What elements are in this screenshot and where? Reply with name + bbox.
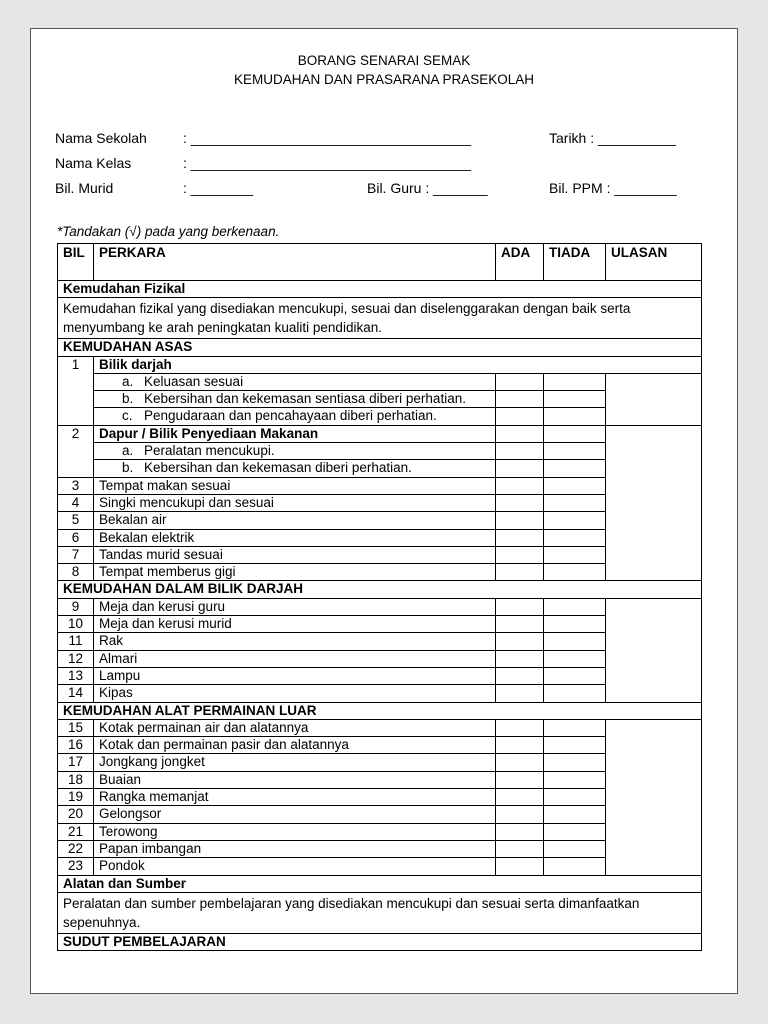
bil-murid-field[interactable]: : ________ xyxy=(183,180,254,196)
row-item: Terowong xyxy=(94,823,496,840)
table-row xyxy=(58,650,702,667)
row-number: 1 xyxy=(58,356,94,425)
tiada-checkbox[interactable] xyxy=(544,858,606,875)
alat-luar-section xyxy=(58,702,702,719)
tiada-checkbox[interactable] xyxy=(544,616,606,633)
row-number: 15 xyxy=(58,719,94,736)
table-row xyxy=(58,529,702,546)
sub-item-text: Kebersihan dan kekemasan sentiasa diberi perhatian. xyxy=(144,391,466,407)
row-number: 17 xyxy=(58,754,94,771)
tiada-checkbox[interactable] xyxy=(544,806,606,823)
row-item: Meja dan kerusi murid xyxy=(94,616,496,633)
row-item: Tandas murid sesuai xyxy=(94,546,496,563)
sub-item-text: Keluasan sesuai xyxy=(144,373,244,389)
row-item: Tempat makan sesuai xyxy=(94,477,496,494)
tiada-checkbox[interactable] xyxy=(544,373,606,390)
ada-checkbox[interactable] xyxy=(496,737,544,754)
row-number: 19 xyxy=(58,789,94,806)
table-row xyxy=(58,737,702,754)
sub-item xyxy=(94,391,496,408)
form-page xyxy=(30,28,738,994)
table-row xyxy=(58,719,702,736)
row-number: 5 xyxy=(58,512,94,529)
nama-kelas-label: Nama Kelas xyxy=(55,155,132,171)
alatan-title xyxy=(58,875,702,892)
header-ulasan: ULASAN xyxy=(606,244,702,281)
form-title-line1: BORANG SENARAI SEMAK xyxy=(297,53,471,68)
ada-checkbox[interactable] xyxy=(496,616,544,633)
sub-item-label: a. xyxy=(122,373,134,389)
ada-checkbox[interactable] xyxy=(496,840,544,857)
row-number: 16 xyxy=(58,737,94,754)
tiada-checkbox[interactable] xyxy=(544,789,606,806)
tiada-checkbox[interactable] xyxy=(544,719,606,736)
row-number: 8 xyxy=(58,564,94,581)
tiada-checkbox[interactable] xyxy=(544,529,606,546)
tiada-checkbox[interactable] xyxy=(544,685,606,702)
sub-item-label: b. xyxy=(122,391,134,407)
sub-item-label: b. xyxy=(122,460,134,476)
subsection-title: Bilik darjah xyxy=(94,356,702,373)
row-number: 22 xyxy=(58,840,94,857)
table-header-row xyxy=(58,244,702,281)
sudut-section-cell: SUDUT PEMBELAJARAN xyxy=(58,933,702,950)
bil-murid-label: Bil. Murid xyxy=(55,180,114,196)
ada-checkbox[interactable] xyxy=(496,391,544,408)
row-item: Lampu xyxy=(94,667,496,684)
fizikal-desc-text: Kemudahan fizikal yang disediakan mencukupi, sesuai dan diselenggarakan dengan baik serta menyumbang ke arah peningkatan kualiti pendidikan. xyxy=(58,298,702,339)
sub-item-label: c. xyxy=(122,408,133,424)
tiada-checkbox[interactable] xyxy=(544,840,606,857)
row-item: Meja dan kerusi guru xyxy=(94,598,496,615)
row-number: 3 xyxy=(58,477,94,494)
ada-checkbox[interactable] xyxy=(496,460,544,477)
tiada-checkbox[interactable] xyxy=(544,650,606,667)
ada-checkbox[interactable] xyxy=(496,754,544,771)
tiada-checkbox[interactable] xyxy=(544,633,606,650)
ada-checkbox[interactable] xyxy=(496,564,544,581)
table-row xyxy=(58,460,702,477)
row-item: Kipas xyxy=(94,685,496,702)
alatan-title-cell: Alatan dan Sumber xyxy=(58,875,702,892)
form-title-line2: KEMUDAHAN DAN PRASARANA PRASEKOLAH xyxy=(233,72,535,87)
ulasan-field[interactable] xyxy=(606,373,702,425)
alatan-desc xyxy=(58,892,702,933)
fizikal-title-cell: Kemudahan Fizikal xyxy=(58,281,702,298)
table-row xyxy=(58,477,702,494)
header-perkara: PERKARA xyxy=(94,244,496,281)
ada-checkbox[interactable] xyxy=(496,512,544,529)
nama-kelas-field[interactable]: : ____________________________________ xyxy=(183,155,472,171)
ada-checkbox[interactable] xyxy=(496,425,544,442)
table-row xyxy=(58,443,702,460)
sub-item-text: Kebersihan dan kekemasan diberi perhatian. xyxy=(144,460,412,476)
row-number: 14 xyxy=(58,685,94,702)
ulasan-field[interactable] xyxy=(606,719,702,875)
table-row xyxy=(58,546,702,563)
row-number: 9 xyxy=(58,598,94,615)
subsection-title: Dapur / Bilik Penyediaan Makanan xyxy=(94,425,496,442)
tiada-checkbox[interactable] xyxy=(544,546,606,563)
row-number: 10 xyxy=(58,616,94,633)
row-number: 11 xyxy=(58,633,94,650)
ada-checkbox[interactable] xyxy=(496,823,544,840)
sub-item-text: Pengudaraan dan pencahayaan diberi perhatian. xyxy=(144,408,437,424)
row-item: Tempat memberus gigi xyxy=(94,564,496,581)
ada-checkbox[interactable] xyxy=(496,443,544,460)
row-item: Bekalan air xyxy=(94,512,496,529)
row-item: Rangka memanjat xyxy=(94,789,496,806)
row-number: 12 xyxy=(58,650,94,667)
header-tiada: TIADA xyxy=(544,244,606,281)
ada-checkbox[interactable] xyxy=(496,667,544,684)
tiada-checkbox[interactable] xyxy=(544,494,606,511)
fizikal-title xyxy=(58,281,702,298)
table-row xyxy=(58,494,702,511)
row-item: Pondok xyxy=(94,858,496,875)
alat-luar-section-cell: KEMUDAHAN ALAT PERMAINAN LUAR xyxy=(58,702,702,719)
row-number: 13 xyxy=(58,667,94,684)
row-number: 20 xyxy=(58,806,94,823)
table-row xyxy=(58,806,702,823)
table-row xyxy=(58,667,702,684)
tiada-checkbox[interactable] xyxy=(544,425,606,442)
sub-item xyxy=(94,373,496,390)
tiada-checkbox[interactable] xyxy=(544,443,606,460)
row-number: 4 xyxy=(58,494,94,511)
table-row xyxy=(58,771,702,788)
ada-checkbox[interactable] xyxy=(496,719,544,736)
table-row xyxy=(58,754,702,771)
header-ada: ADA xyxy=(496,244,544,281)
sub-item-label: a. xyxy=(122,443,134,459)
kemudahan-asas-section-cell: KEMUDAHAN ASAS xyxy=(58,339,702,356)
table-row xyxy=(58,512,702,529)
ada-checkbox[interactable] xyxy=(496,633,544,650)
dalam-bilik-section xyxy=(58,581,702,598)
dalam-bilik-section-cell: KEMUDAHAN DALAM BILIK DARJAH xyxy=(58,581,702,598)
ada-checkbox[interactable] xyxy=(496,477,544,494)
ada-checkbox[interactable] xyxy=(496,685,544,702)
tiada-checkbox[interactable] xyxy=(544,477,606,494)
sub-item xyxy=(94,443,496,460)
table-row xyxy=(58,840,702,857)
row-number: 7 xyxy=(58,546,94,563)
tiada-checkbox[interactable] xyxy=(544,391,606,408)
table-row xyxy=(58,373,702,390)
fizikal-desc xyxy=(58,298,702,339)
table-row xyxy=(58,564,702,581)
row-item: Gelongsor xyxy=(94,806,496,823)
ada-checkbox[interactable] xyxy=(496,650,544,667)
row-item: Singki mencukupi dan sesuai xyxy=(94,494,496,511)
tiada-checkbox[interactable] xyxy=(544,408,606,425)
ada-checkbox[interactable] xyxy=(496,408,544,425)
table-row xyxy=(58,823,702,840)
tiada-checkbox[interactable] xyxy=(544,737,606,754)
nama-sekolah-field[interactable]: : ____________________________________ xyxy=(183,130,472,146)
row-item: Papan imbangan xyxy=(94,840,496,857)
sub-item xyxy=(94,460,496,477)
sudut-section xyxy=(58,933,702,950)
table-row xyxy=(58,858,702,875)
kemudahan-asas-section xyxy=(58,339,702,356)
table-row xyxy=(58,685,702,702)
tiada-checkbox[interactable] xyxy=(544,460,606,477)
nama-sekolah-label: Nama Sekolah xyxy=(55,130,147,146)
tiada-checkbox[interactable] xyxy=(544,564,606,581)
row-item: Jongkang jongket xyxy=(94,754,496,771)
checklist-table xyxy=(57,243,702,951)
tiada-checkbox[interactable] xyxy=(544,667,606,684)
ada-checkbox[interactable] xyxy=(496,494,544,511)
tiada-checkbox[interactable] xyxy=(544,754,606,771)
ada-checkbox[interactable] xyxy=(496,373,544,390)
sub-item xyxy=(94,408,496,425)
row-item: Kotak dan permainan pasir dan alatannya xyxy=(94,737,496,754)
row-number: 2 xyxy=(58,425,94,477)
tiada-checkbox[interactable] xyxy=(544,512,606,529)
ulasan-field[interactable] xyxy=(606,598,702,702)
table-row xyxy=(58,633,702,650)
table-row xyxy=(58,425,702,442)
table-row xyxy=(58,789,702,806)
ada-checkbox[interactable] xyxy=(496,806,544,823)
bil-ppm-field[interactable]: Bil. PPM : ________ xyxy=(549,180,677,196)
table-row xyxy=(58,598,702,615)
ada-checkbox[interactable] xyxy=(496,858,544,875)
row-number: 6 xyxy=(58,529,94,546)
tiada-checkbox[interactable] xyxy=(544,823,606,840)
row-number: 23 xyxy=(58,858,94,875)
bil-guru-field[interactable]: Bil. Guru : _______ xyxy=(367,180,488,196)
row-number: 18 xyxy=(58,771,94,788)
row-item: Bekalan elektrik xyxy=(94,529,496,546)
ada-checkbox[interactable] xyxy=(496,546,544,563)
ulasan-field[interactable] xyxy=(606,425,702,581)
row-item: Rak xyxy=(94,633,496,650)
tarikh-field[interactable]: Tarikh : __________ xyxy=(549,130,676,146)
table-row xyxy=(58,356,702,373)
ada-checkbox[interactable] xyxy=(496,529,544,546)
sub-item-text: Peralatan mencukupi. xyxy=(144,443,275,459)
instruction-note: *Tandakan (√) pada yang berkenaan. xyxy=(57,224,280,239)
row-item: Kotak permainan air dan alatannya xyxy=(94,719,496,736)
ada-checkbox[interactable] xyxy=(496,598,544,615)
row-item: Buaian xyxy=(94,771,496,788)
table-row xyxy=(58,408,702,425)
table-row xyxy=(58,616,702,633)
ada-checkbox[interactable] xyxy=(496,771,544,788)
header-bil: BIL xyxy=(58,244,94,281)
row-item: Almari xyxy=(94,650,496,667)
table-row xyxy=(58,391,702,408)
ada-checkbox[interactable] xyxy=(496,789,544,806)
tiada-checkbox[interactable] xyxy=(544,598,606,615)
alatan-desc-text: Peralatan dan sumber pembelajaran yang disediakan mencukupi dan sesuai serta dimanfaatkan sepenuhnya. xyxy=(58,892,702,933)
row-number: 21 xyxy=(58,823,94,840)
tiada-checkbox[interactable] xyxy=(544,771,606,788)
